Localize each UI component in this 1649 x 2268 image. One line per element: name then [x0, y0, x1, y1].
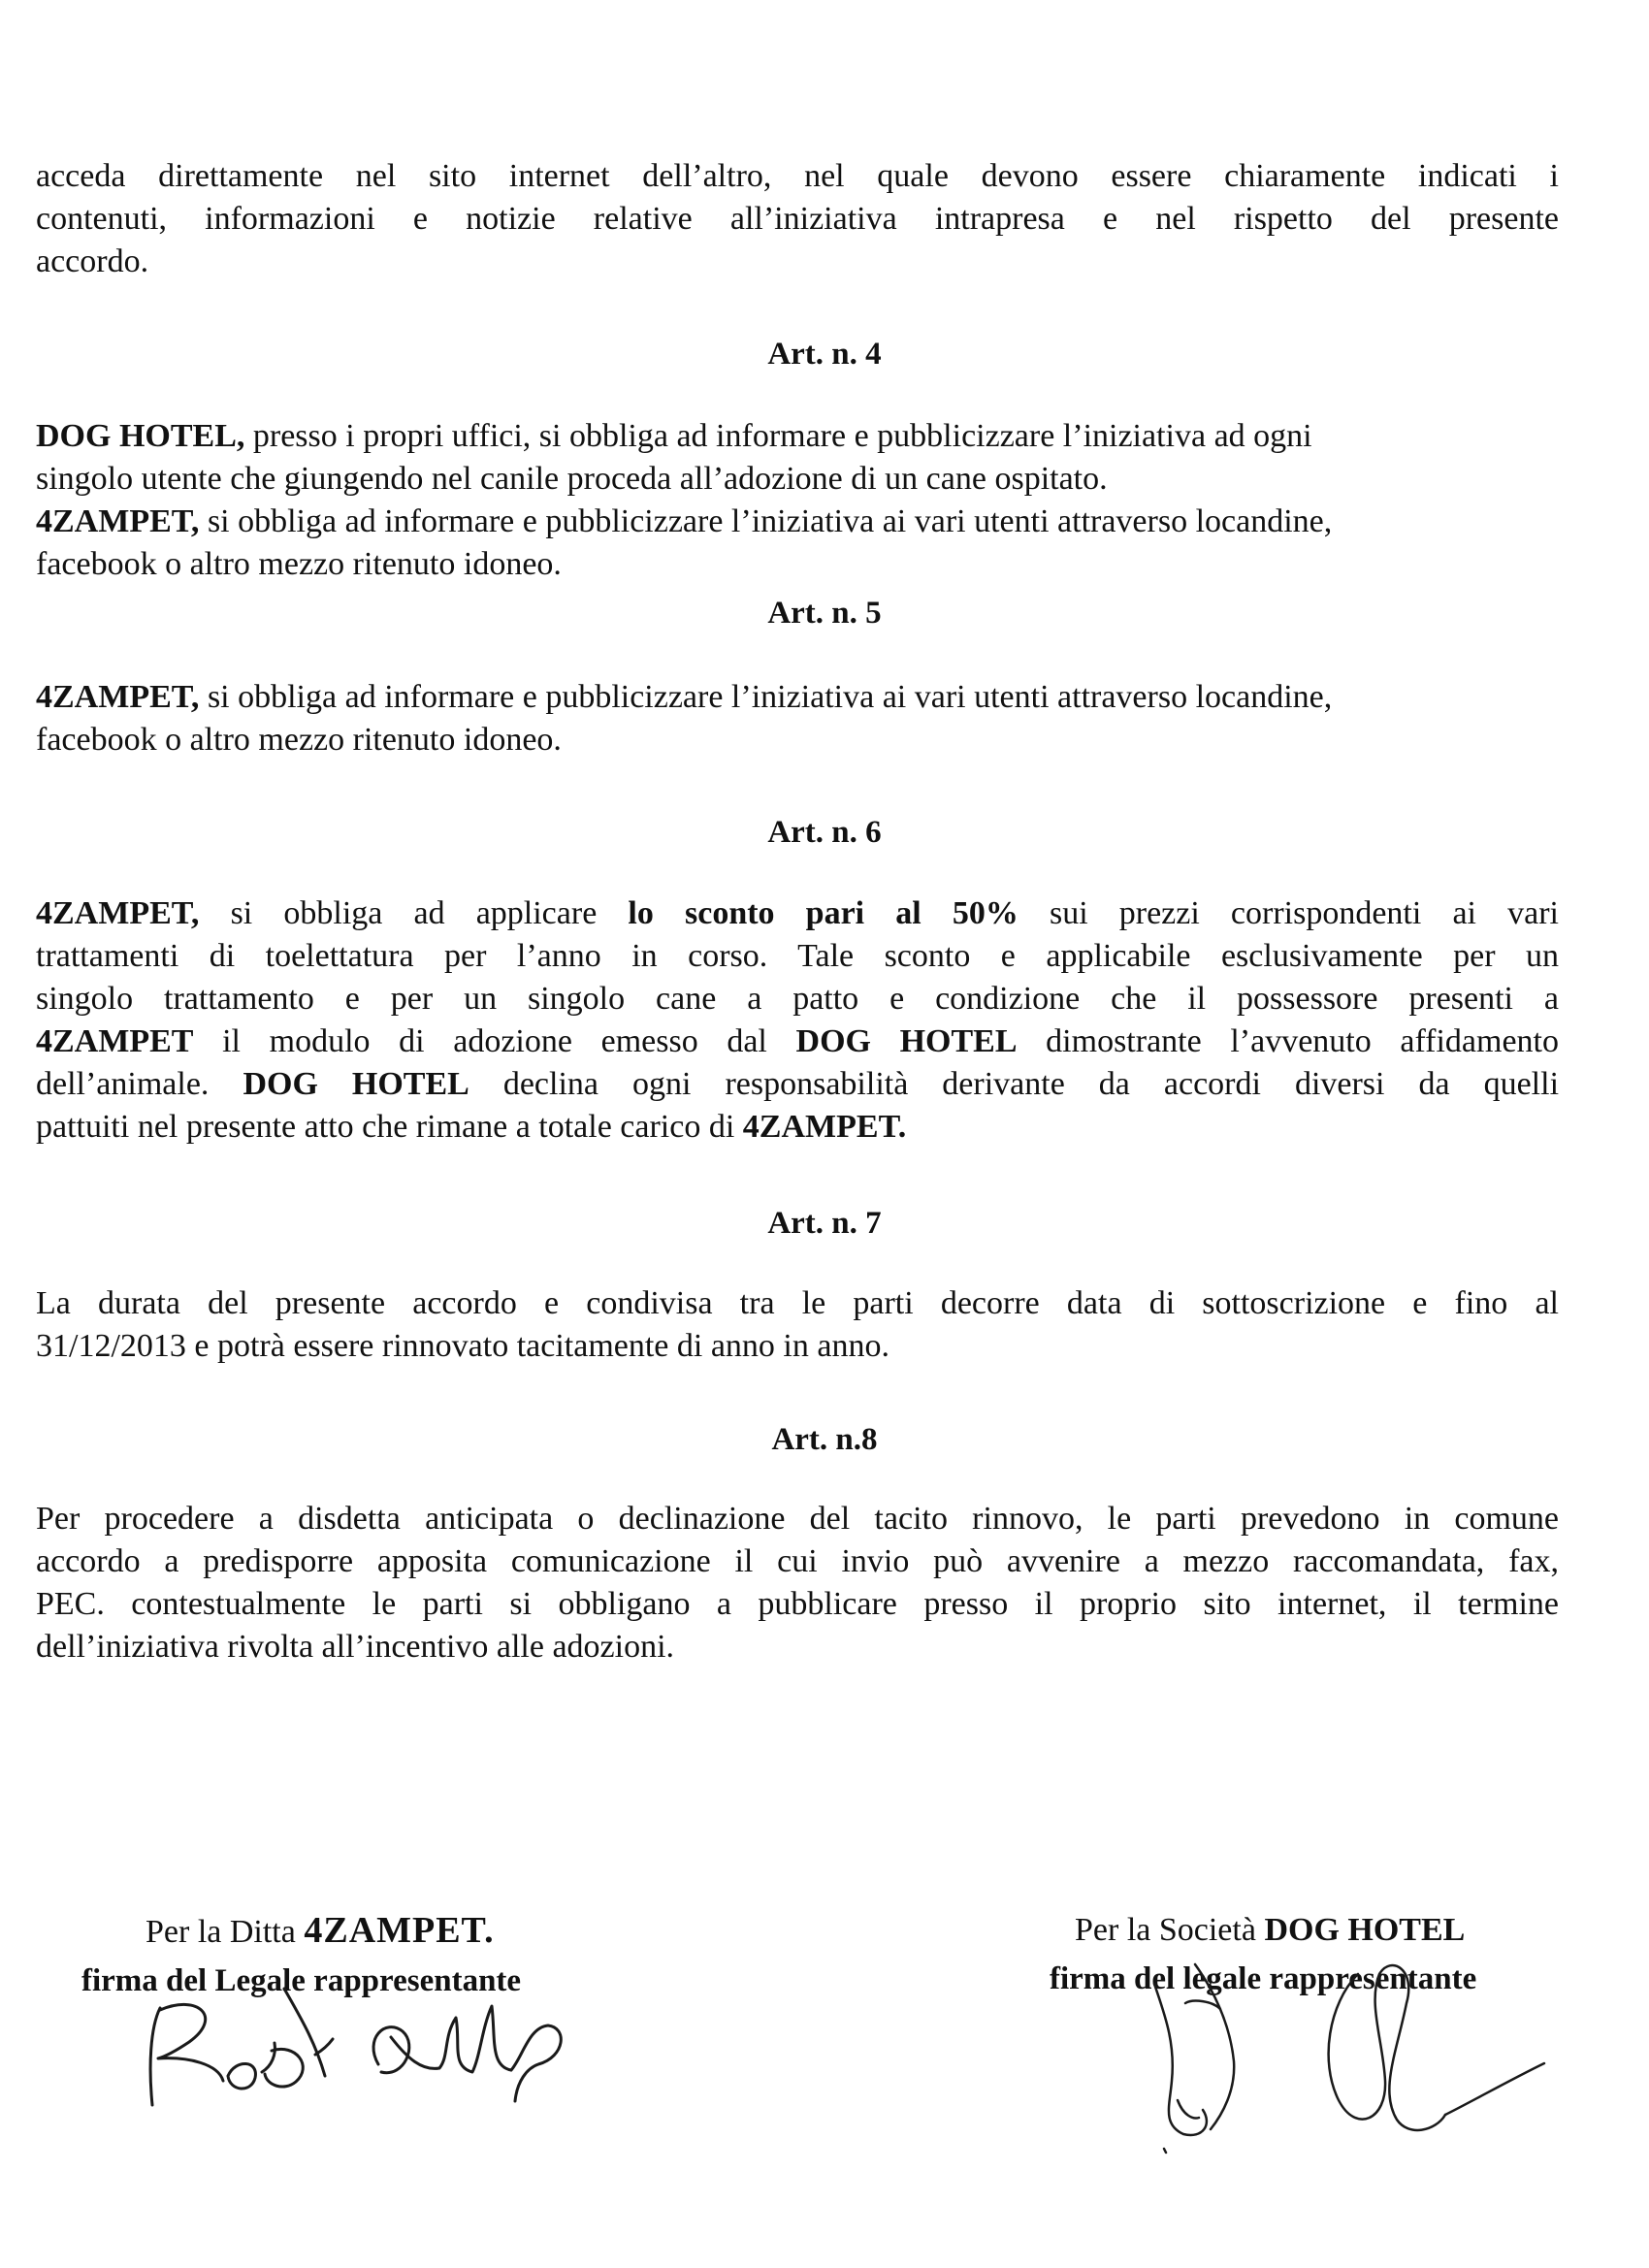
article-6-line-1-text-a: si obbliga ad applicare	[199, 895, 629, 931]
article-6-line-5-text-a: dell’animale.	[36, 1066, 243, 1102]
article-6-line-2: trattamenti di toelettatura per l’anno in corso. Tale sconto e applicabile esclusivamente per un	[36, 938, 1559, 974]
article-4-line-1-text: presso i propri uffici, si obbliga ad informare e pubblicizzare l’iniziativa ad ogni	[244, 418, 1312, 454]
article-6-line-6	[36, 1106, 1559, 1149]
intro-paragraph	[36, 155, 1559, 283]
article-4-line-4: facebook o altro mezzo ritenuto idoneo.	[36, 546, 562, 582]
article-6-line-6-text: pattuiti nel presente atto che rimane a totale carico di	[36, 1109, 743, 1145]
article-6-discount: lo sconto pari al 50%	[628, 895, 1018, 931]
article-8-line-1: Per procedere a disdetta anticipata o declinazione del tacito rinnovo, le parti prevedono in comune	[36, 1501, 1559, 1537]
article-6-heading: Art. n. 6	[767, 815, 882, 850]
article-5-line-1	[36, 676, 1559, 719]
signature-role-dog-hotel: firma del legale rappresentante	[1050, 1961, 1477, 1996]
article-6-paragraph	[36, 892, 1559, 1149]
article-7-line-1: La durata del presente accordo e condivisa tra le parti decorre data di sottoscrizione e fino al	[36, 1285, 1559, 1321]
intro-line-3: accordo.	[36, 243, 149, 279]
article-5-line-2: facebook o altro mezzo ritenuto idoneo.	[36, 722, 562, 758]
article-6-line-5-text-b: declina ogni responsabilità derivante da accordi diversi da quelli	[469, 1066, 1560, 1102]
article-6-line-3: singolo trattamento e per un singolo cane a patto e condizione che il possessore presenti a	[36, 981, 1559, 1017]
article-4-line-3	[36, 501, 1559, 543]
article-6-party-dog-hotel-2: DOG HOTEL	[242, 1066, 469, 1102]
signature-prefix-dog-hotel: Per la Società	[1075, 1912, 1265, 1948]
article-4-paragraph	[36, 415, 1559, 586]
article-8-line-3: PEC. contestualmente le parti si obbligano a pubblicare presso il proprio sito internet, il termine	[36, 1586, 1559, 1622]
article-8-line-2: accordo a predisporre apposita comunicazione il cui invio può avvenire a mezzo raccomandata, fax,	[36, 1543, 1559, 1579]
article-6-line-1	[36, 892, 1559, 935]
article-4-line-2: singolo utente che giungendo nel canile proceda all’adozione di un cane ospitato.	[36, 461, 1108, 497]
article-7-heading: Art. n. 7	[767, 1206, 882, 1241]
intro-line-2: contenuti, informazioni e notizie relative all’iniziativa intrapresa e nel rispetto del presente	[36, 201, 1559, 237]
article-8-line-4: dell’iniziativa rivolta all’incentivo alle adozioni.	[36, 1629, 675, 1665]
article-6-line-4	[36, 1021, 1559, 1063]
handwritten-signature-4zampet	[131, 1950, 597, 2115]
article-5-heading: Art. n. 5	[767, 596, 882, 631]
article-6-party-4zampet: 4ZAMPET,	[36, 895, 200, 931]
article-7-paragraph	[36, 1282, 1559, 1368]
signature-role-4zampet: firma del Legale rappresentante	[81, 1963, 522, 1998]
article-6-line-1-text-c: sui prezzi corrispondenti ai vari	[1018, 895, 1559, 931]
handwritten-signature-dog-hotel	[1125, 1945, 1552, 2158]
signature-company-4zampet: 4ZAMPET.	[304, 1910, 495, 1951]
article-8-heading: Art. n.8	[771, 1422, 878, 1457]
article-6-party-4zampet-2: 4ZAMPET	[36, 1023, 194, 1059]
article-7-line-2: 31/12/2013 e potrà essere rinnovato tacitamente di anno in anno.	[36, 1328, 889, 1364]
signature-company-dog-hotel: DOG HOTEL	[1264, 1912, 1466, 1948]
article-4-line-3-text: si obbliga ad informare e pubblicizzare l’iniziativa ai vari utenti attraverso locandine,	[199, 503, 1333, 539]
article-8-paragraph	[36, 1498, 1559, 1669]
article-6-line-5	[36, 1063, 1559, 1106]
article-6-party-dog-hotel: DOG HOTEL	[795, 1023, 1018, 1059]
article-5-line-1-text: si obbliga ad informare e pubblicizzare l’iniziativa ai vari utenti attraverso locandine,	[199, 679, 1333, 715]
article-5-paragraph	[36, 676, 1559, 761]
article-4-heading: Art. n. 4	[767, 337, 882, 372]
article-6-line-4-text-c: dimostrante l’avvenuto affidamento	[1017, 1023, 1560, 1059]
article-4-party-dog-hotel: DOG HOTEL,	[36, 418, 245, 454]
article-4-line-1	[36, 415, 1559, 458]
intro-line-1: acceda direttamente nel sito internet dell’altro, nel quale devono essere chiaramente indicati i	[36, 158, 1559, 194]
signature-prefix-4zampet: Per la Ditta	[146, 1914, 305, 1950]
article-6-line-4-text-a: il modulo di adozione emesso dal	[193, 1023, 796, 1059]
article-6-party-4zampet-3: 4ZAMPET.	[742, 1109, 907, 1145]
signature-title-4zampet	[146, 1909, 521, 1954]
article-4-party-4zampet: 4ZAMPET,	[36, 503, 200, 539]
article-5-party-4zampet: 4ZAMPET,	[36, 679, 200, 715]
